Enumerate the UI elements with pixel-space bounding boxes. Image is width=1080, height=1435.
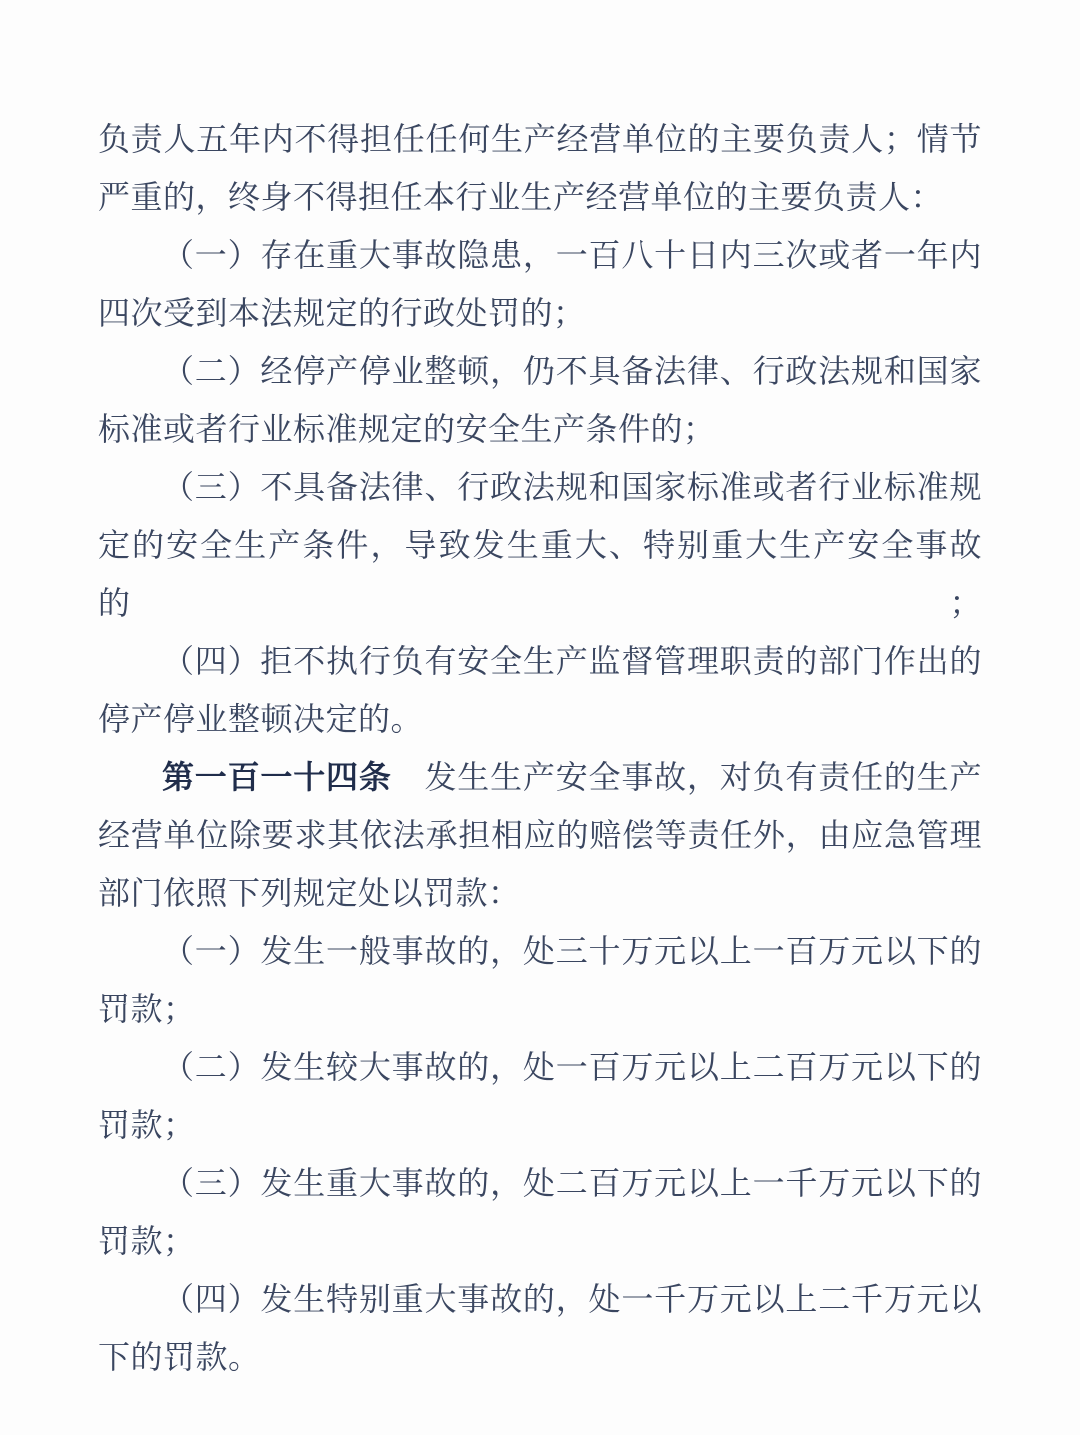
text-line: （三）发生重大事故的，处二百万元以上一千万元以下的	[162, 1165, 982, 1201]
text-line: 经营单位除要求其依法承担相应的赔偿等责任外，由应急管理	[98, 817, 982, 853]
text-line: 部门依照下列规定处以罚款：	[98, 875, 521, 911]
text-line: 负责人五年内不得担任任何生产经营单位的主要负责人；情节	[98, 121, 982, 157]
text-line: （一）发生一般事故的，处三十万元以上一百万元以下的	[162, 933, 982, 969]
text-line: （一）存在重大事故隐患，一百八十日内三次或者一年内	[162, 237, 982, 273]
text-line: （四）拒不执行负有安全生产监督管理职责的部门作出的	[162, 643, 982, 679]
text-line: （三）不具备法律、行政法规和国家标准或者行业标准规	[162, 469, 982, 505]
text-line: 严重的，终身不得担任本行业生产经营单位的主要负责人：	[98, 179, 944, 215]
article-number: 第一百一十四条	[162, 759, 392, 795]
text-line: 罚款；	[98, 1107, 196, 1143]
text-line: 罚款；	[98, 991, 196, 1027]
text-line: 定的安全生产条件，导致发生重大、特别重大生产安全事故的；	[98, 527, 982, 621]
line-text: 发生生产安全事故，对负有责任的生产	[391, 759, 982, 795]
text-line: （二）发生较大事故的，处一百万元以上二百万元以下的	[162, 1049, 982, 1085]
text-column	[98, 110, 982, 1386]
text-line: 停产停业整顿决定的。	[98, 701, 424, 737]
text-line: 标准或者行业标准规定的安全生产条件的；	[98, 411, 716, 447]
text-line	[98, 748, 982, 806]
text-line: 下的罚款。	[98, 1339, 261, 1375]
text-line: （四）发生特别重大事故的，处一千万元以上二千万元以	[162, 1281, 982, 1317]
text-line: 四次受到本法规定的行政处罚的；	[98, 295, 586, 331]
text-line: （二）经停产停业整顿，仍不具备法律、行政法规和国家	[162, 353, 982, 389]
text-line: 罚款；	[98, 1223, 196, 1259]
